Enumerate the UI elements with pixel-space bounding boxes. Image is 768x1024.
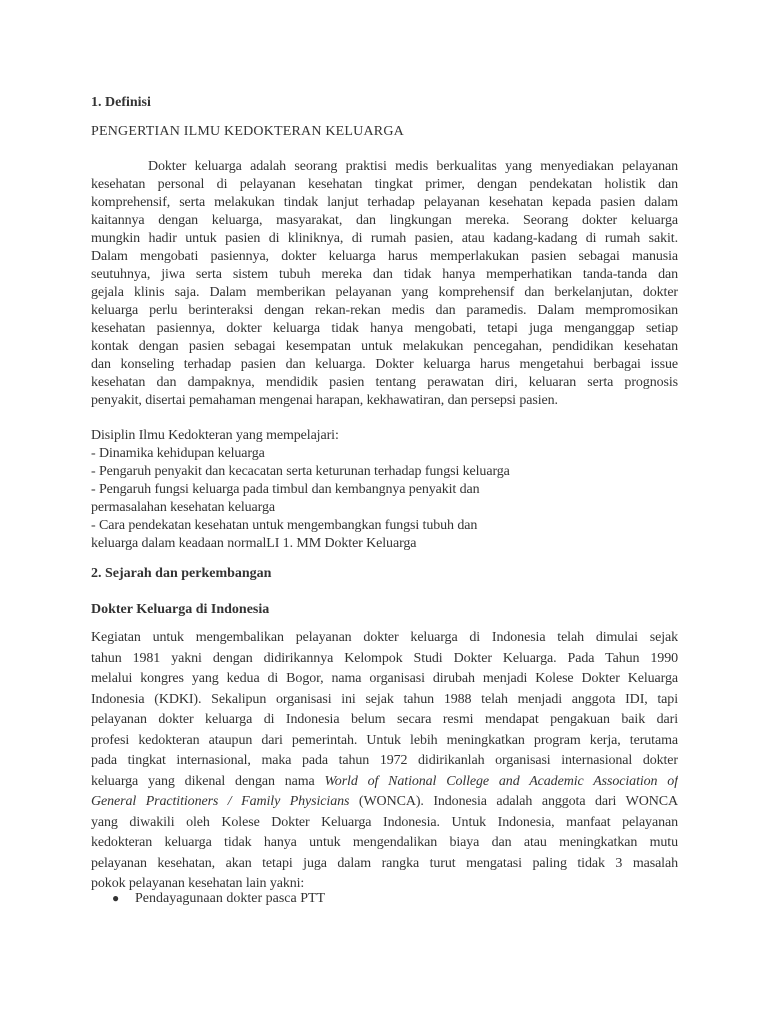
- paragraph-line: yang diwakili oleh Kolese Dokter Keluarga Indonesia. Untuk Indonesia, manfaat pelayanan: [91, 814, 678, 830]
- list-item: permasalahan kesehatan keluarga: [91, 500, 275, 515]
- paragraph-line: seutuhnya, jiwa serta sistem tubuh mereka dan tidak hanya memperhatikan tanda-tanda dan: [91, 267, 678, 282]
- paragraph-line: Indonesia (KDKI). Sekalipun organisasi ini sejak tahun 1988 telah menjadi anggota IDI, tapi: [91, 691, 678, 707]
- paragraph-line: Dokter keluarga adalah seorang praktisi medis berkualitas yang menyediakan pelayanan: [148, 159, 678, 174]
- paragraph-line: dan konseling terhadap pasien dan keluarga. Dokter keluarga harus mengetahui berbagai issue: [91, 357, 678, 372]
- paragraph-line: kaitannya dengan keluarga, masyarakat, dan lingkungan mereka. Seorang dokter keluarga: [91, 213, 678, 228]
- section-heading-sejarah: 2. Sejarah dan perkembangan: [91, 566, 272, 581]
- paragraph-line: penyakit, disertai pemahaman mengenai harapan, kekhawatiran, dan persepsi pasien.: [91, 393, 558, 408]
- list-item: - Pengaruh fungsi keluarga pada timbul dan kembangnya penyakit dan: [91, 482, 480, 497]
- paragraph-line: pelayanan kesehatan, akan tetapi juga dalam rangka turut mengatasi paling tidak 3 masalah: [91, 855, 678, 871]
- paragraph-line: profesi kedokteran ataupun dari pemerintah. Untuk lebih meningkatkan program kerja, terutama: [91, 732, 678, 748]
- paragraph-line: tahun 1981 yakni dengan didirikannya Kelompok Studi Dokter Keluarga. Pada Tahun 1990: [91, 650, 678, 666]
- paragraph-line-italic-2: [91, 792, 678, 813]
- paragraph-history: [91, 628, 678, 895]
- organization-name-italic: World of National College and Academic Association of: [324, 773, 678, 789]
- paragraph-definition: [91, 158, 678, 410]
- discipline-list: [91, 427, 678, 553]
- list-item: - Pengaruh penyakit dan kecacatan serta keturunan terhadap fungsi keluarga: [91, 464, 510, 479]
- paragraph-line: Dalam mengobati pasiennya, dokter keluarga harus memperlakukan pasien sebagai manusia: [91, 249, 678, 264]
- list-item: - Dinamika kehidupan keluarga: [91, 446, 265, 461]
- organization-name-italic: General Practitioners / Family Physicians: [91, 794, 350, 809]
- paragraph-line: komprehensif, serta melakukan tindak lanjut terhadap pelayanan kesehatan kepada pasien dalam: [91, 195, 678, 210]
- text-run: keluarga yang dikenal dengan nama: [91, 773, 325, 789]
- bullet-list-item: [112, 889, 325, 908]
- paragraph-line: kesehatan dan dampaknya, mendidik pasien tentang perawatan diri, keluaran serta prognosis: [91, 375, 678, 390]
- paragraph-line: mungkin hadir untuk pasien di kliniknya, di rumah pasien, atau kadang-kadang di rumah sakit.: [91, 231, 678, 246]
- paragraph-line: Kegiatan untuk mengembalikan pelayanan dokter keluarga di Indonesia telah dimulai sejak: [91, 630, 678, 645]
- section-subheading-pengertian: PENGERTIAN ILMU KEDOKTERAN KELUARGA: [91, 124, 404, 139]
- section-heading-definisi: 1. Definisi: [91, 95, 151, 110]
- section-subheading-indonesia: Dokter Keluarga di Indonesia: [91, 602, 270, 617]
- paragraph-line: kesehatan pasiennya, dokter keluarga tidak hanya mengobati, tetapi juga menganggap setiap: [91, 321, 678, 336]
- bullet-icon: ●: [112, 891, 120, 905]
- paragraph-line: pada tingkat internasional, maka pada tahun 1972 didirikanlah organisasi internasional dokter: [91, 753, 678, 768]
- paragraph-line: kedokteran keluarga tidak hanya untuk mengendalikan biaya dan atau meningkatkan mutu: [91, 835, 678, 850]
- paragraph-line: pokok pelayanan kesehatan lain yakni:: [91, 876, 305, 891]
- paragraph-line: kontak dengan pasien sebagai kesempatan untuk melakukan pencegahan, pendidikan kesehatan: [91, 339, 678, 354]
- paragraph-line: gejala klinis saja. Dalam memberikan pelayanan yang komprehensif dan berkelanjutan, dokter: [91, 285, 678, 300]
- list-item: keluarga dalam keadaan normalLI 1. MM Dokter Keluarga: [91, 536, 417, 551]
- bullet-text: Pendayagunaan dokter pasca PTT: [135, 891, 326, 906]
- text-run: (WONCA). Indonesia adalah anggota dari WONCA: [349, 794, 678, 809]
- paragraph-line: keluarga perlu berinteraksi dengan rekan-rekan medis dan paramedis. Dalam mempromosikan: [91, 303, 678, 318]
- paragraph-line-italic-1: [91, 772, 678, 793]
- paragraph-line: kesehatan personal di pelayanan kesehatan tingkat primer, dengan pendekatan holistik dan: [91, 177, 678, 192]
- paragraph-line: melalui kongres yang kedua di Bogor, nama organisasi dirubah menjadi Kolese Dokter Keluarga: [91, 671, 678, 686]
- list-intro: Disiplin Ilmu Kedokteran yang mempelajari:: [91, 428, 339, 443]
- paragraph-line: pelayanan dokter keluarga di Indonesia belum secara resmi mendapat pengakuan baik dari: [91, 712, 678, 727]
- list-item: - Cara pendekatan kesehatan untuk mengembangkan fungsi tubuh dan: [91, 518, 478, 533]
